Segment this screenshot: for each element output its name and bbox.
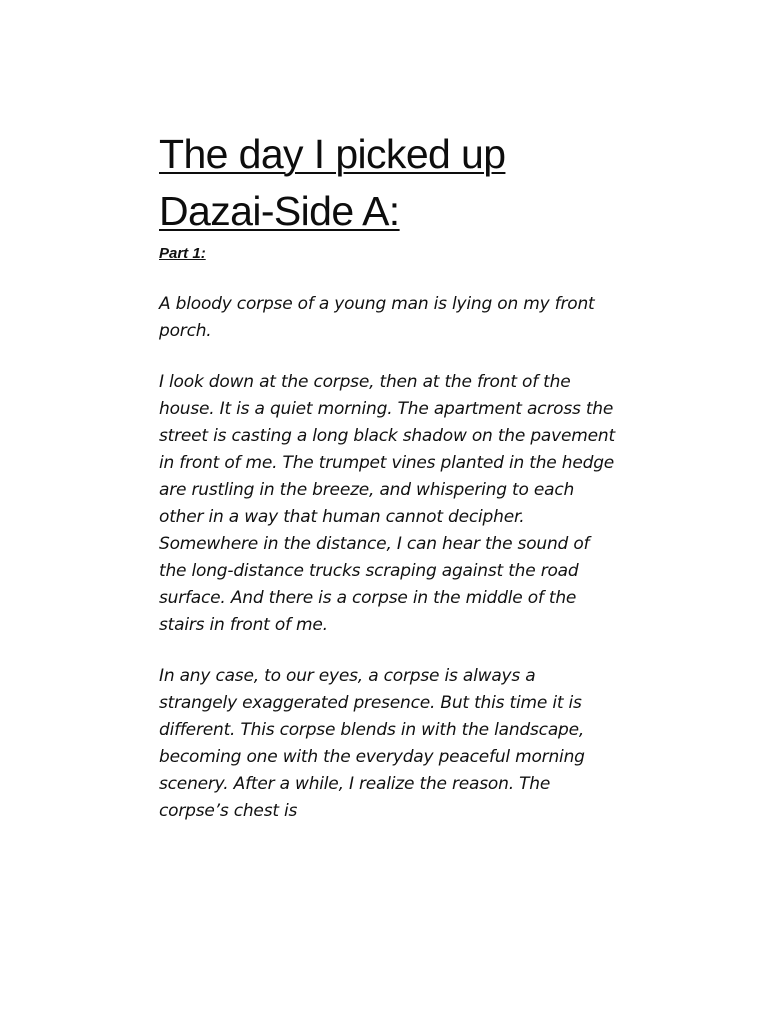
paragraph-3: In any case, to our eyes, a corpse is always a strangely exaggerated presence. But this time it is different. This corpse blends in with the landscape, becoming one with the everyday peaceful morning scenery. After a while, I realize the reason. The corpse’s chest is <box>159 666 585 821</box>
paragraph-1: A bloody corpse of a young man is lying on my front porch. <box>159 294 595 341</box>
part-heading: Part 1: <box>159 245 206 262</box>
document-body <box>159 126 615 825</box>
page-title: The day I picked up Dazai-Side A: <box>159 131 506 234</box>
paragraph-2: I look down at the corpse, then at the front of the house. It is a quiet morning. The apartment across the street is casting a long black shadow on the pavement in front of me. The trumpet vines planted in the hedge are rustling in the breeze, and whispering to each other in a way that human cannot decipher. Somewhere in the distance, I can hear the sound of the long-distance trucks scraping against the road surface. And there is a corpse in the middle of the stairs in front of me. <box>159 372 615 635</box>
